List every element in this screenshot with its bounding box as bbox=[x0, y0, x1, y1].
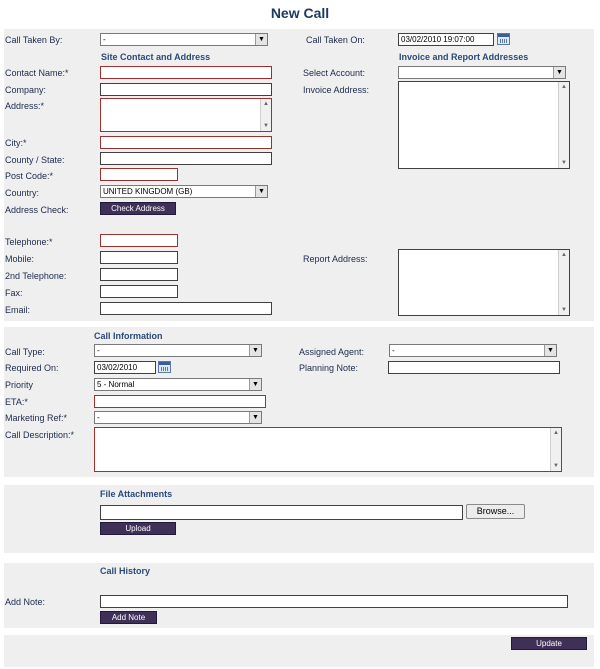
priority-select[interactable] bbox=[94, 378, 262, 391]
call-description-label: Call Description:* bbox=[5, 430, 75, 440]
email-input[interactable] bbox=[100, 302, 272, 315]
county-input[interactable] bbox=[100, 152, 272, 165]
invoice-address-textarea[interactable] bbox=[398, 81, 570, 169]
select-account-select[interactable] bbox=[398, 66, 566, 79]
arrow-up-icon: ▲ bbox=[561, 84, 567, 90]
chevron-down-icon: ▼ bbox=[249, 345, 261, 356]
assigned-agent-label: Assigned Agent: bbox=[299, 347, 365, 357]
country-value: UNITED KINGDOM (GB) bbox=[103, 187, 193, 196]
country-select[interactable] bbox=[100, 185, 268, 198]
city-input[interactable] bbox=[100, 136, 272, 149]
telephone2-input[interactable] bbox=[100, 268, 178, 281]
add-note-input[interactable] bbox=[100, 595, 568, 608]
calendar-icon[interactable] bbox=[158, 361, 171, 373]
mobile-label: Mobile: bbox=[5, 254, 35, 264]
browse-button[interactable]: Browse... bbox=[466, 504, 525, 519]
mobile-input[interactable] bbox=[100, 251, 178, 264]
select-account-label: Select Account: bbox=[303, 68, 366, 78]
footer-panel bbox=[4, 635, 594, 667]
call-type-select[interactable] bbox=[94, 344, 262, 357]
contact-name-input[interactable] bbox=[100, 66, 272, 79]
telephone-label: Telephone:* bbox=[5, 237, 53, 247]
call-history-header: Call History bbox=[100, 566, 151, 576]
call-taken-on-field[interactable]: 03/02/2010 19:07:00 bbox=[398, 33, 494, 46]
scrollbar[interactable] bbox=[260, 99, 271, 131]
scrollbar[interactable] bbox=[558, 82, 569, 168]
eta-input[interactable] bbox=[94, 395, 266, 408]
site-contact-header: Site Contact and Address bbox=[101, 52, 211, 62]
contact-name-label: Contact Name:* bbox=[5, 68, 69, 78]
arrow-up-icon: ▲ bbox=[263, 101, 269, 107]
telephone-input[interactable] bbox=[100, 234, 178, 247]
chevron-down-icon: ▼ bbox=[553, 67, 565, 78]
check-address-button[interactable]: Check Address bbox=[100, 202, 176, 215]
required-on-field[interactable]: 03/02/2010 bbox=[94, 361, 156, 374]
file-path-input[interactable] bbox=[100, 505, 463, 520]
call-taken-by-value: - bbox=[103, 35, 106, 44]
company-label: Company: bbox=[5, 85, 47, 95]
post-code-label: Post Code:* bbox=[5, 171, 54, 181]
assigned-agent-select[interactable] bbox=[389, 344, 557, 357]
company-input[interactable] bbox=[100, 83, 272, 96]
fax-input[interactable] bbox=[100, 285, 178, 298]
address-label: Address:* bbox=[5, 101, 45, 111]
arrow-up-icon: ▲ bbox=[561, 252, 567, 258]
file-attachments-header: File Attachments bbox=[100, 489, 173, 499]
invoice-address-label: Invoice Address: bbox=[303, 85, 370, 95]
planning-note-label: Planning Note: bbox=[299, 363, 359, 373]
arrow-down-icon: ▼ bbox=[553, 463, 559, 469]
chevron-down-icon: ▼ bbox=[544, 345, 556, 356]
chevron-down-icon: ▼ bbox=[249, 379, 261, 390]
arrow-down-icon: ▼ bbox=[561, 307, 567, 313]
call-taken-by-select[interactable] bbox=[100, 33, 268, 46]
update-button[interactable]: Update bbox=[511, 637, 587, 650]
add-note-label: Add Note: bbox=[5, 597, 46, 607]
chevron-down-icon: ▼ bbox=[255, 186, 267, 197]
marketing-ref-label: Marketing Ref:* bbox=[5, 413, 68, 423]
upload-button[interactable]: Upload bbox=[100, 522, 176, 535]
assigned-agent-value: - bbox=[392, 346, 395, 355]
chevron-down-icon: ▼ bbox=[249, 412, 261, 423]
arrow-down-icon: ▼ bbox=[561, 160, 567, 166]
telephone2-label: 2nd Telephone: bbox=[5, 271, 67, 281]
invoice-report-header: Invoice and Report Addresses bbox=[399, 52, 529, 62]
call-description-textarea[interactable] bbox=[94, 427, 562, 472]
add-note-button[interactable]: Add Note bbox=[100, 611, 157, 624]
county-label: County / State: bbox=[5, 155, 65, 165]
report-address-label: Report Address: bbox=[303, 254, 368, 264]
call-taken-on-label: Call Taken On: bbox=[306, 35, 365, 45]
call-info-header: Call Information bbox=[94, 331, 163, 341]
priority-label: Priority bbox=[5, 380, 34, 390]
priority-value: 5 - Normal bbox=[97, 380, 135, 389]
report-address-textarea[interactable] bbox=[398, 249, 570, 316]
post-code-input[interactable] bbox=[100, 168, 178, 181]
page-title: New Call bbox=[270, 5, 330, 21]
call-type-label: Call Type: bbox=[5, 347, 45, 357]
call-type-value: - bbox=[97, 346, 100, 355]
city-label: City:* bbox=[5, 138, 27, 148]
arrow-up-icon: ▲ bbox=[553, 430, 559, 436]
call-taken-by-label: Call Taken By: bbox=[5, 35, 63, 45]
fax-label: Fax: bbox=[5, 288, 23, 298]
arrow-down-icon: ▼ bbox=[263, 123, 269, 129]
scrollbar[interactable] bbox=[558, 250, 569, 315]
planning-note-input[interactable] bbox=[388, 361, 560, 374]
address-check-label: Address Check: bbox=[5, 205, 69, 215]
marketing-ref-select[interactable] bbox=[94, 411, 262, 424]
required-on-label: Required On: bbox=[5, 363, 59, 373]
chevron-down-icon: ▼ bbox=[255, 34, 267, 45]
eta-label: ETA:* bbox=[5, 397, 28, 407]
country-label: Country: bbox=[5, 188, 40, 198]
calendar-icon[interactable] bbox=[497, 33, 510, 45]
marketing-ref-value: - bbox=[97, 413, 100, 422]
scrollbar[interactable] bbox=[550, 428, 561, 471]
address-textarea[interactable] bbox=[100, 98, 272, 132]
email-label: Email: bbox=[5, 305, 31, 315]
